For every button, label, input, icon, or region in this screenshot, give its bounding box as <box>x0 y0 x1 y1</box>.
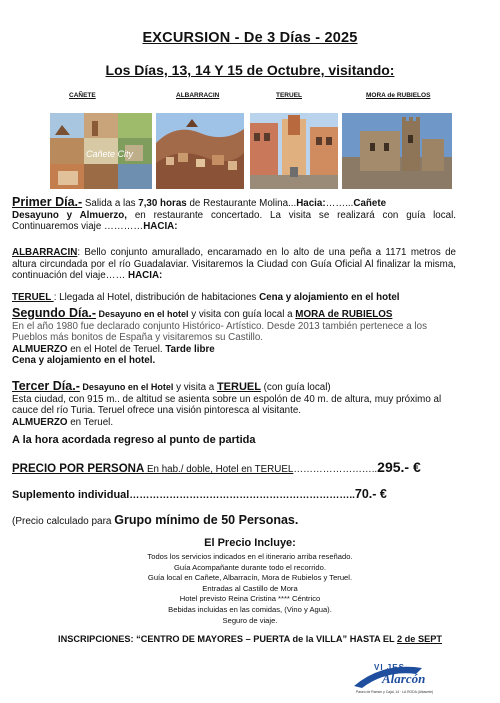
day1-section <box>12 197 456 233</box>
photo-caption: Cañete City <box>86 149 134 159</box>
price-line <box>12 459 462 475</box>
day3-description: Esta ciudad, con 915 m.. de altitud se asienta sobre un espolón de 40 m. de altura, muy próximo al cauce del río Turia. Teruel ofrece una visión pintoresca al visitante. <box>12 393 442 417</box>
day2-free: Tarde libre <box>165 343 215 355</box>
day1-destination: Cañete <box>353 198 387 209</box>
price-value: 295.- € <box>377 459 421 475</box>
price-label: PRECIO POR PERSONA <box>12 463 145 475</box>
group-note-text: (Precio calculado para <box>12 516 115 527</box>
day2-text: y visita con guía local a <box>188 309 296 320</box>
teruel-label: TERUEL <box>12 292 54 303</box>
included-item: Seguro de viaje. <box>222 615 278 625</box>
day1-text: Salida a las <box>82 198 139 209</box>
inscription-date: 2 de SEPT <box>397 634 442 644</box>
page-subtitle: Los Días, 13, 14 Y 15 de Octubre, visitando: <box>105 62 395 78</box>
day3-text: y visita a <box>173 382 217 393</box>
town-collage-photo <box>50 113 152 189</box>
day2-destination: MORA de RUBIELOS <box>295 309 393 320</box>
day1-hacia-2: HACIA: <box>143 221 178 233</box>
group-note <box>12 513 298 527</box>
plaza-tower-photo <box>250 113 338 189</box>
included-item: Todos los servicios indicados en el itinerario arriba reseñado. <box>147 552 353 561</box>
supplement-label: Suplemento individual <box>12 489 130 501</box>
inscription-text: INSCRIPCIONES: “CENTRO DE MAYORES – PUERTA de la VILLA” HASTA EL <box>58 634 398 644</box>
photo-label-canete: CAÑETE <box>69 92 96 99</box>
logo-top-text: VI JES <box>374 663 405 672</box>
inscription-line <box>0 634 500 644</box>
albarracin-section <box>12 247 456 282</box>
supplement-dots: ………………………………………………………….. <box>129 490 355 501</box>
day1-time: 7,30 horas <box>138 198 187 209</box>
hillside-town-photo <box>156 113 244 189</box>
albarracin-hacia: HACIA: <box>128 270 163 282</box>
included-list <box>0 552 500 626</box>
supplement-value: 70.- € <box>354 487 387 501</box>
day3-lunch: ALMUERZO <box>12 416 68 428</box>
day2-heading: Segundo Día.- <box>12 306 97 320</box>
day1-meals: Desayuno y Almuerzo, <box>12 209 127 221</box>
photo-label-mora: MORA de RUBIELOS <box>366 92 431 99</box>
teruel-dinner: Cena y alojamiento en el hotel <box>259 292 400 303</box>
day1-visit-text: en restaurante concertado. La visita se realizará con guía local. Continuaremos viaje ………… <box>12 209 456 233</box>
albarracin-label: ALBARRACIN <box>12 247 78 258</box>
included-item: Guía Acompañante durante todo el recorrido. <box>174 562 326 572</box>
page-title: EXCURSION - De 3 Días - 2025 <box>142 30 358 46</box>
included-item: Entradas al Castillo de Mora <box>202 583 298 593</box>
supplement-line <box>12 485 462 503</box>
photo-label-teruel: TERUEL <box>276 92 302 99</box>
teruel-text: : Llegada al Hotel, distribución de habitaciones <box>53 292 260 303</box>
day1-heading: Primer Día.- <box>12 195 83 209</box>
logo-brand: Alarcón <box>382 671 426 686</box>
day2-section <box>12 308 456 367</box>
day1-text-b: de Restaurante Molina... <box>186 198 297 209</box>
day3-return: A la hora acordada regreso al punto de partida <box>12 434 256 446</box>
day3-guide: (con guía local) <box>260 382 331 393</box>
day1-hacia: Hacia: <box>296 198 326 209</box>
day3-breakfast: Desayuno en el Hotel <box>79 382 174 392</box>
included-heading: El Precio Incluye: <box>204 537 296 549</box>
day1-dots: ……... <box>325 198 354 209</box>
day2-breakfast: Desayuno en el hotel <box>96 309 189 319</box>
included-item: Hotel previsto Reina Cristina **** Céntrico <box>179 594 321 604</box>
day2-dinner: Cena y alojamiento en el hotel. <box>12 355 156 367</box>
day2-description: En el año 1980 fue declarado conjunto Histórico- Artístico. Desde 2013 también pertenece a los Pueblos más bonitos de España y visitaremos su Castillo. <box>12 320 427 344</box>
day2-lunch-text: en el Hotel de Teruel. <box>67 343 166 355</box>
photo-label-albarracin: ALBARRACIN <box>176 92 220 99</box>
day2-lunch: ALMUERZO <box>12 343 68 355</box>
day3-section <box>12 381 456 428</box>
agency-logo <box>352 658 464 698</box>
teruel-arrival <box>12 292 456 304</box>
day3-lunch-text: en Teruel. <box>67 416 114 428</box>
castle-photo <box>342 113 452 189</box>
day3-heading: Tercer Día.- <box>12 379 80 393</box>
albarracin-text: : Bello conjunto amurallado, encaramado en lo alto de una peña a 1171 metros de altura circundada por el río Guadalaviar. Visitaremos la Ciudad con Guía Oficial Al finalizar la misma, continuación del viaje…… <box>12 247 456 282</box>
included-item: Bebidas incluidas en las comidas, (Vino y Agua). <box>168 604 332 614</box>
logo-address: Paseo de Ramón y Cajal, 14 · LA RODA (Albacete) <box>356 690 434 694</box>
price-description: En hab./ doble, Hotel en TERUEL <box>144 464 294 475</box>
group-note-bold: Grupo mínimo de 50 Personas. <box>114 513 299 527</box>
price-dots: …………………….. <box>293 464 378 475</box>
included-item: Guía local en Cañete, Albarracín, Mora de Rubielos y Teruel. <box>147 573 353 583</box>
day3-destination: TERUEL <box>216 381 261 393</box>
